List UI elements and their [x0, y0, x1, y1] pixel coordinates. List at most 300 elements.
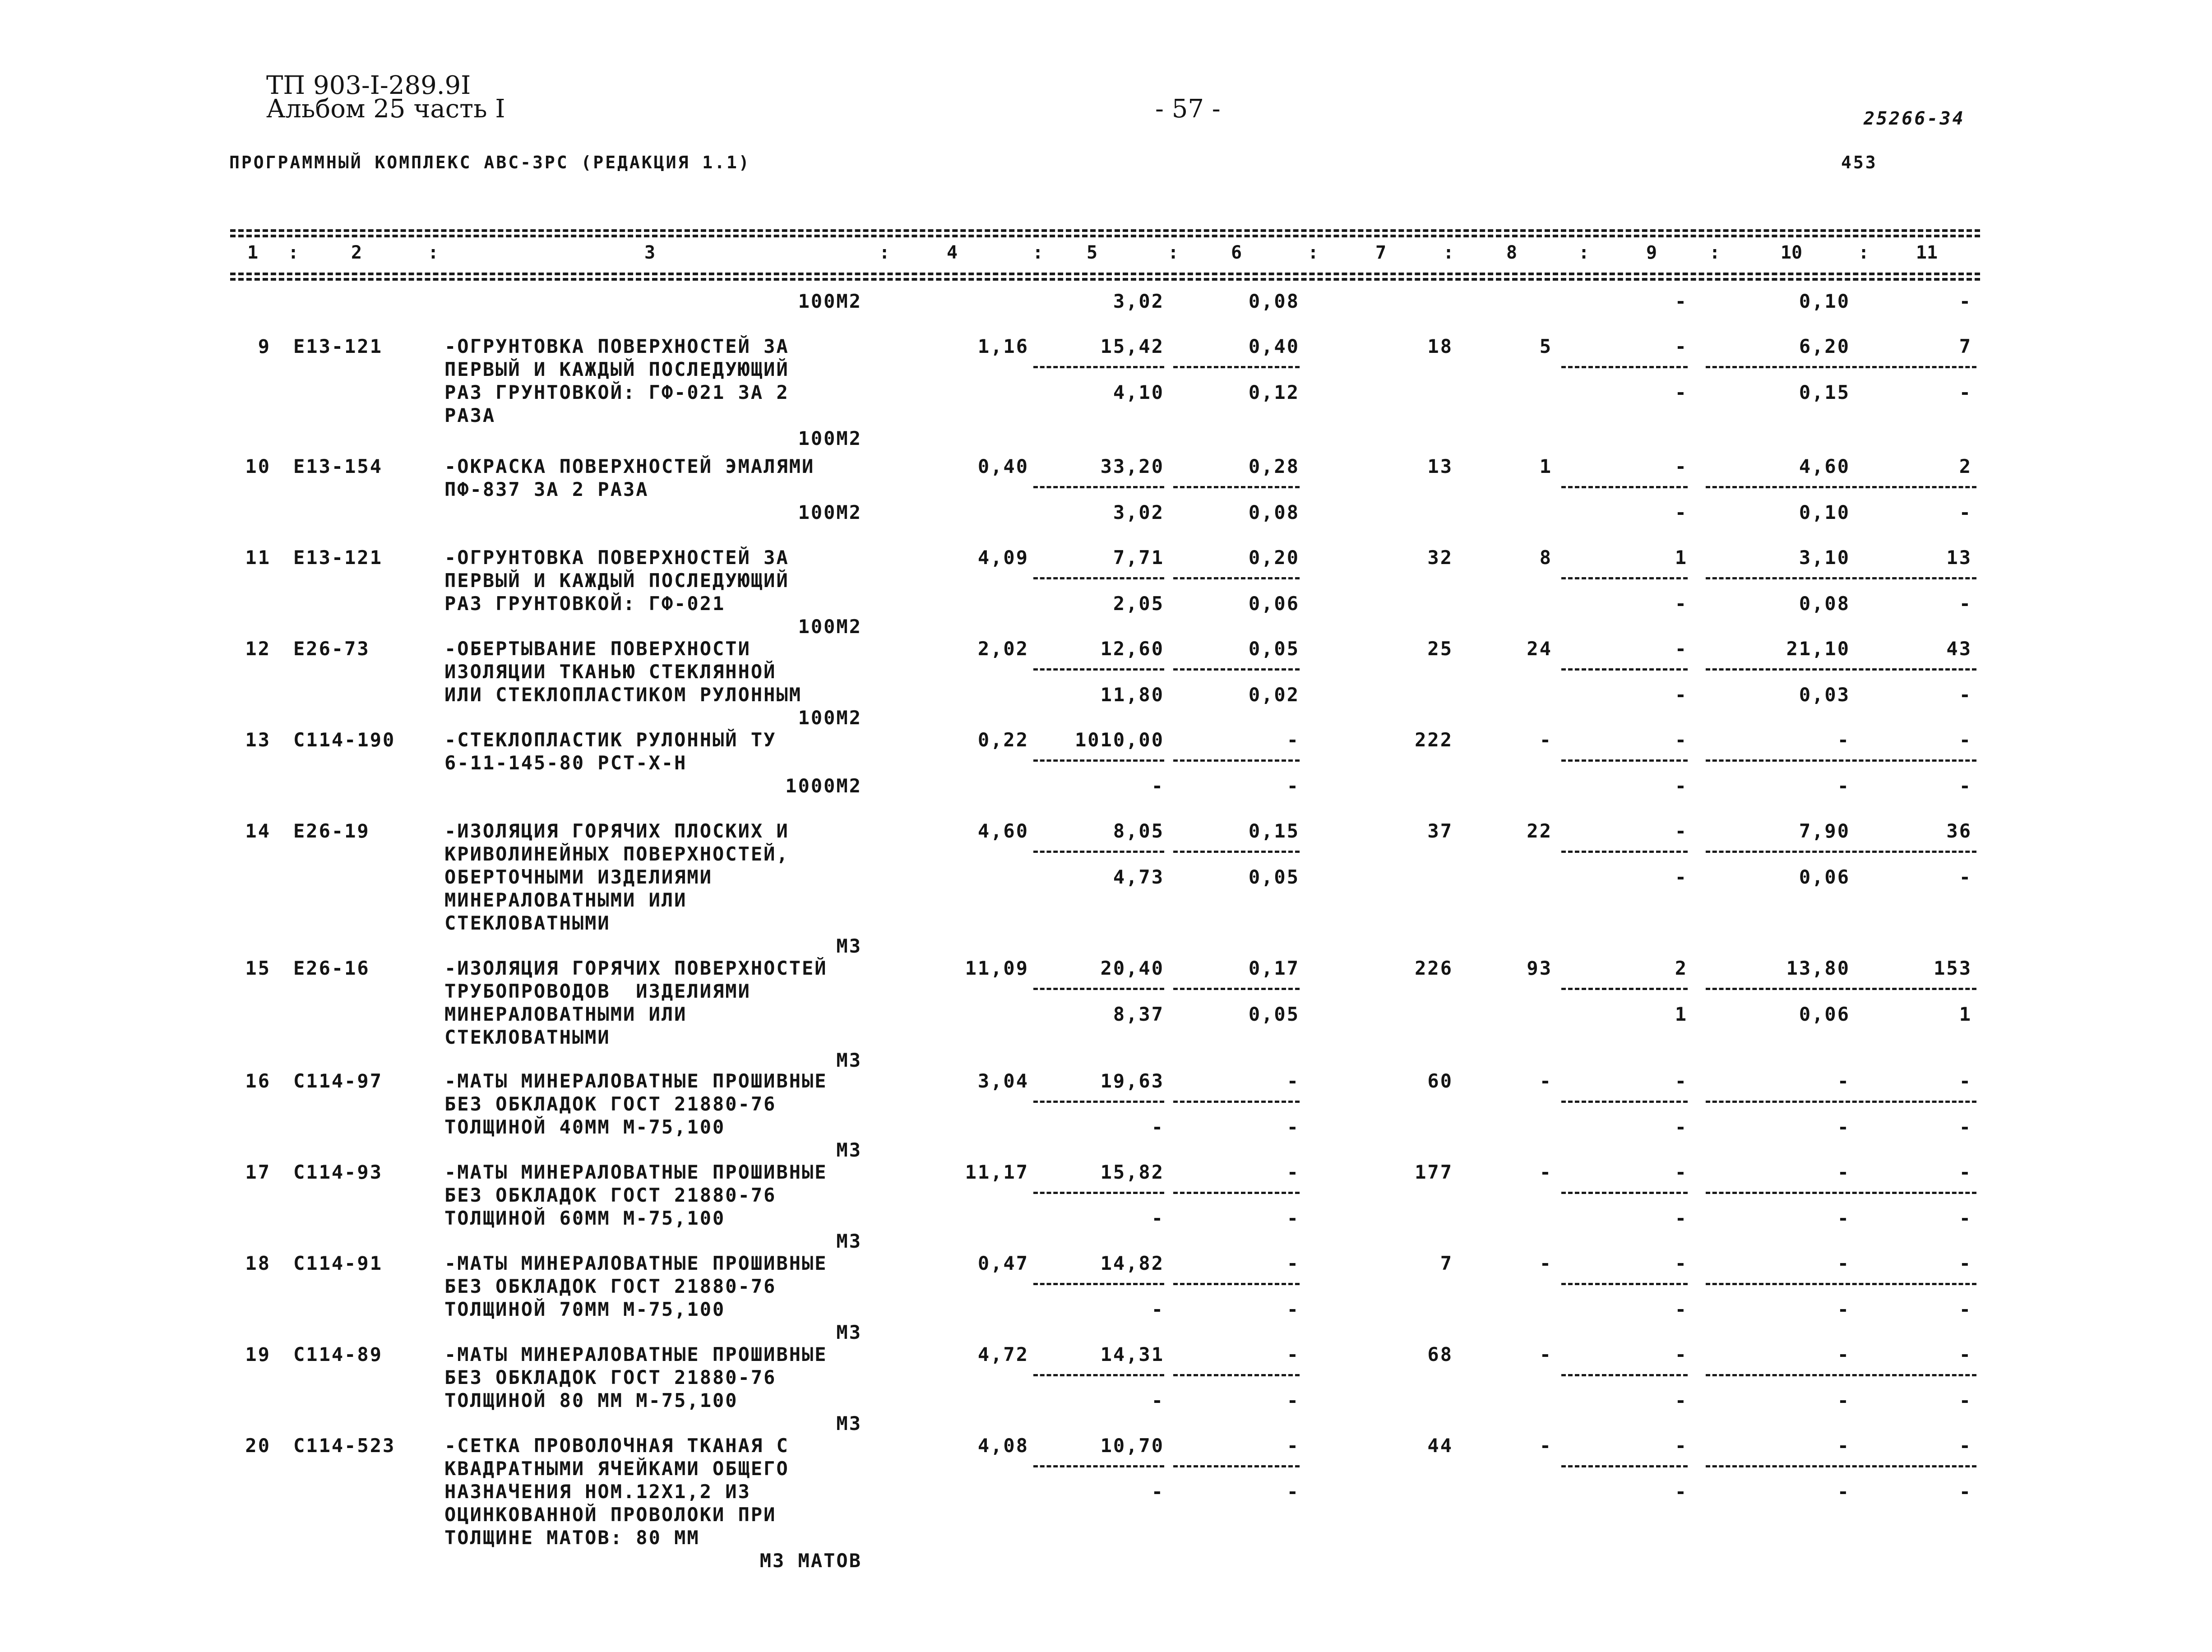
cell-col10-bottom: -	[1837, 1116, 1850, 1138]
value-separator	[1561, 759, 1688, 762]
cell-col10: 4,60	[1799, 455, 1850, 477]
value-separator	[1846, 988, 1976, 990]
cell-col7: 44	[1427, 1435, 1453, 1457]
rate-code: С114-97	[293, 1070, 383, 1092]
value-separator	[1706, 1374, 1850, 1376]
col-header-1: 1	[247, 242, 259, 263]
cell-col9-bottom: -	[1675, 1207, 1688, 1229]
cell-col5-bottom: 4,10	[1113, 381, 1164, 403]
cell-col4: 11,09	[965, 957, 1029, 979]
cell-col9: -	[1675, 1343, 1688, 1365]
value-separator	[1173, 1374, 1300, 1376]
cell-col8: 1	[1539, 455, 1552, 477]
cell-col6-bottom: 0,12	[1248, 381, 1300, 403]
cell-col6-bottom: -	[1286, 1298, 1300, 1320]
rate-code: Е26-19	[293, 820, 370, 842]
cell-col7: 222	[1415, 729, 1453, 751]
cell-col9-bottom: -	[1675, 866, 1688, 888]
value-separator	[1846, 577, 1976, 579]
description-line: СТЕКЛОВАТНЫМИ	[444, 912, 611, 934]
rate-code: Е13-121	[293, 335, 383, 357]
description-line: -ОГРУНТОВКА ПОВЕРХНОСТЕЙ ЗА	[444, 335, 789, 357]
value-separator	[1033, 1192, 1164, 1194]
value-separator	[1033, 1374, 1164, 1376]
cell-col4: 11,17	[965, 1161, 1029, 1183]
row-number: 13	[245, 729, 271, 751]
description-line: КРИВОЛИНЕЙНЫХ ПОВЕРХНОСТЕЙ,	[444, 843, 789, 865]
unit-label: М3	[836, 1412, 862, 1435]
description-line: БЕЗ ОБКЛАДОК ГОСТ 21880-76	[444, 1093, 777, 1115]
cell-col11: 36	[1946, 820, 1972, 842]
col-sep: :	[879, 242, 890, 263]
cell-col5-bottom: 3,02	[1113, 290, 1164, 312]
description-line: -СТЕКЛОПЛАСТИК РУЛОННЫЙ ТУ	[444, 729, 777, 751]
col-header-7: 7	[1375, 242, 1387, 263]
cell-col9-bottom: -	[1675, 1116, 1688, 1138]
description-line: -МАТЫ МИНЕРАЛОВАТНЫЕ ПРОШИВНЫЕ	[444, 1343, 828, 1365]
value-separator	[1173, 366, 1300, 368]
cell-col10-bottom: 0,03	[1799, 684, 1850, 706]
cell-col10-bottom: 0,10	[1799, 501, 1850, 523]
cell-col6-bottom: 0,05	[1248, 866, 1300, 888]
cell-col11-bottom: -	[1959, 1389, 1972, 1411]
cell-col6: 0,40	[1248, 335, 1300, 357]
value-separator	[1561, 1101, 1688, 1103]
description-line: ПЕРВЫЙ И КАЖДЫЙ ПОСЛЕДУЮЩИЙ	[444, 569, 789, 592]
cell-col8: 5	[1539, 335, 1552, 357]
cell-col4: 2,02	[977, 638, 1029, 660]
rate-code: Е13-154	[293, 455, 383, 477]
cell-col7: 177	[1415, 1161, 1453, 1183]
col-header-10: 10	[1780, 242, 1803, 263]
rate-code: С114-190	[293, 729, 396, 751]
cell-col5: 20,40	[1100, 957, 1164, 979]
description-line: -ОБЕРТЫВАНИЕ ПОВЕРХНОСТИ	[444, 638, 751, 660]
cell-col5-bottom: -	[1151, 1116, 1164, 1138]
description-line: НАЗНАЧЕНИЯ НОМ.12Х1,2 ИЗ	[444, 1481, 751, 1503]
cell-col5: 14,31	[1100, 1343, 1164, 1365]
cell-col9: -	[1675, 335, 1688, 357]
cell-col7: 68	[1427, 1343, 1453, 1365]
description-line: ТОЛЩИНОЙ 70ММ М-75,100	[444, 1298, 726, 1320]
value-separator	[1561, 1465, 1688, 1467]
description-line: 6-11-145-80 РСТ-Х-Н	[444, 752, 687, 774]
value-separator	[1173, 1101, 1300, 1103]
value-separator	[1846, 1192, 1976, 1194]
cell-col9: -	[1675, 1435, 1688, 1457]
cell-col5-bottom: 11,80	[1100, 684, 1164, 706]
value-separator	[1561, 1283, 1688, 1285]
description-line: МИНЕРАЛОВАТНЫМИ ИЛИ	[444, 889, 687, 911]
cell-col10: -	[1837, 1161, 1850, 1183]
cell-col9: -	[1675, 455, 1688, 477]
description-line: -ОКРАСКА ПОВЕРХНОСТЕЙ ЭМАЛЯМИ	[444, 455, 815, 477]
unit-label: М3	[836, 1321, 862, 1343]
col-header-5: 5	[1086, 242, 1098, 263]
cell-col7: 226	[1415, 957, 1453, 979]
sheet-number: 453	[1841, 153, 1878, 172]
value-separator	[1706, 759, 1850, 762]
cell-col9: -	[1675, 1252, 1688, 1274]
value-separator	[1706, 988, 1850, 990]
cell-col7: 60	[1427, 1070, 1453, 1092]
rate-code: Е13-121	[293, 546, 383, 569]
value-separator	[1706, 486, 1850, 488]
cell-col11: 13	[1946, 546, 1972, 569]
cell-col9: -	[1675, 638, 1688, 660]
cell-col9-bottom: -	[1675, 381, 1688, 403]
cell-col8: 8	[1539, 546, 1552, 569]
cell-col9-bottom: -	[1675, 1298, 1688, 1320]
cell-col10: 6,20	[1799, 335, 1850, 357]
cell-col11-bottom: -	[1959, 290, 1972, 312]
cell-col5: 14,82	[1100, 1252, 1164, 1274]
value-separator	[1173, 577, 1300, 579]
description-line: -МАТЫ МИНЕРАЛОВАТНЫЕ ПРОШИВНЫЕ	[444, 1161, 828, 1183]
cell-col5-bottom: -	[1151, 1481, 1164, 1503]
cell-col11-bottom: -	[1959, 775, 1972, 797]
description-line: ИЛИ СТЕКЛОПЛАСТИКОМ РУЛОННЫМ	[444, 684, 802, 706]
cell-col8: -	[1539, 729, 1552, 751]
cell-col8: -	[1539, 1070, 1552, 1092]
cell-col9-bottom: -	[1675, 501, 1688, 523]
row-number: 10	[245, 455, 271, 477]
description-line: ТОЛЩИНОЙ 80 ММ М-75,100	[444, 1389, 738, 1411]
cell-col10: -	[1837, 729, 1850, 751]
cell-col11-bottom: -	[1959, 1481, 1972, 1503]
cell-col7: 18	[1427, 335, 1453, 357]
cell-col11-bottom: -	[1959, 592, 1972, 615]
cell-col10: -	[1837, 1435, 1850, 1457]
album-label: Альбом 25 часть I	[266, 94, 505, 124]
cell-col6: -	[1286, 1070, 1300, 1092]
cell-col10-bottom: -	[1837, 1481, 1850, 1503]
cell-col10-bottom: 0,06	[1799, 1003, 1850, 1025]
value-separator	[1846, 486, 1976, 488]
cell-col6: -	[1286, 1343, 1300, 1365]
row-number: 16	[245, 1070, 271, 1092]
col-header-9: 9	[1646, 242, 1657, 263]
cell-col9: -	[1675, 1161, 1688, 1183]
cell-col5-bottom: 4,73	[1113, 866, 1164, 888]
col-sep: :	[1167, 242, 1179, 263]
value-separator	[1846, 366, 1976, 368]
value-separator	[1033, 1101, 1164, 1103]
value-separator	[1033, 366, 1164, 368]
cell-col5: 33,20	[1100, 455, 1164, 477]
cell-col11: -	[1959, 1435, 1972, 1457]
description-line: РАЗ ГРУНТОВКОЙ: ГФ-021 ЗА 2	[444, 381, 789, 403]
description-line: БЕЗ ОБКЛАДОК ГОСТ 21880-76	[444, 1184, 777, 1206]
value-separator	[1561, 577, 1688, 579]
cell-col6: 0,05	[1248, 638, 1300, 660]
description-line: ТРУБОПРОВОДОВ ИЗДЕЛИЯМИ	[444, 980, 751, 1002]
cell-col9: -	[1675, 820, 1688, 842]
cell-col11: 2	[1959, 455, 1972, 477]
value-separator	[1561, 1192, 1688, 1194]
value-separator	[1846, 1465, 1976, 1467]
unit-label: 1000М2	[785, 775, 862, 797]
value-separator	[1033, 1465, 1164, 1467]
cell-col4: 0,22	[977, 729, 1029, 751]
cell-col7: 7	[1440, 1252, 1453, 1274]
cell-col6-bottom: 0,08	[1248, 501, 1300, 523]
value-separator	[1033, 486, 1164, 488]
description-line: ОБЕРТОЧНЫМИ ИЗДЕЛИЯМИ	[444, 866, 713, 888]
description-line: РАЗ ГРУНТОВКОЙ: ГФ-021	[444, 592, 726, 615]
description-line: ТОЛЩИНЕ МАТОВ: 80 ММ	[444, 1527, 700, 1549]
cell-col9-bottom: -	[1675, 592, 1688, 615]
col-sep: :	[287, 242, 299, 263]
value-separator	[1561, 668, 1688, 671]
cell-col6-bottom: 0,05	[1248, 1003, 1300, 1025]
col-sep: :	[1858, 242, 1870, 263]
cell-col5-bottom: 2,05	[1113, 592, 1164, 615]
unit-label: М3	[836, 1049, 862, 1071]
cell-col6-bottom: -	[1286, 775, 1300, 797]
value-separator	[1173, 668, 1300, 671]
unit-label: 100М2	[798, 615, 862, 638]
cell-col5: 1010,00	[1074, 729, 1164, 751]
cell-col9-bottom: -	[1675, 1481, 1688, 1503]
value-separator	[1033, 851, 1164, 853]
cell-col6-bottom: 0,06	[1248, 592, 1300, 615]
col-sep: :	[1709, 242, 1721, 263]
cell-col5: 10,70	[1100, 1435, 1164, 1457]
cell-col10: 13,80	[1786, 957, 1850, 979]
value-separator	[1706, 668, 1850, 671]
rate-code: С114-93	[293, 1161, 383, 1183]
value-separator	[1846, 1283, 1976, 1285]
col-header-8: 8	[1506, 242, 1518, 263]
cell-col6: 0,17	[1248, 957, 1300, 979]
description-line: -ОГРУНТОВКА ПОВЕРХНОСТЕЙ ЗА	[444, 546, 789, 569]
cell-col10-bottom: 0,15	[1799, 381, 1850, 403]
col-sep: :	[1578, 242, 1590, 263]
document-code: ТП 903-I-289.9I	[266, 71, 471, 100]
cell-col10-bottom: 0,10	[1799, 290, 1850, 312]
cell-col11-bottom: -	[1959, 866, 1972, 888]
cell-col6-bottom: 0,02	[1248, 684, 1300, 706]
cell-col4: 1,16	[977, 335, 1029, 357]
cell-col5: 7,71	[1113, 546, 1164, 569]
value-separator	[1706, 851, 1850, 853]
description-line: БЕЗ ОБКЛАДОК ГОСТ 21880-76	[444, 1275, 777, 1297]
cell-col6: 0,28	[1248, 455, 1300, 477]
value-separator	[1033, 1283, 1164, 1285]
value-separator	[1561, 366, 1688, 368]
cell-col9-bottom: -	[1675, 290, 1688, 312]
unit-label: 100М2	[798, 427, 862, 449]
cell-col4: 4,60	[977, 820, 1029, 842]
description-line: -МАТЫ МИНЕРАЛОВАТНЫЕ ПРОШИВНЫЕ	[444, 1070, 828, 1092]
value-separator	[1173, 988, 1300, 990]
cell-col6-bottom: 0,08	[1248, 290, 1300, 312]
cell-col6: 0,15	[1248, 820, 1300, 842]
cell-col6-bottom: -	[1286, 1389, 1300, 1411]
cell-col5: 8,05	[1113, 820, 1164, 842]
value-separator	[1173, 486, 1300, 488]
cell-col4: 3,04	[977, 1070, 1029, 1092]
cell-col9-bottom: -	[1675, 775, 1688, 797]
cell-col11-bottom: -	[1959, 1116, 1972, 1138]
cell-col5: 12,60	[1100, 638, 1164, 660]
cell-col4: 0,47	[977, 1252, 1029, 1274]
cell-col11: 153	[1934, 957, 1972, 979]
cell-col9-bottom: -	[1675, 684, 1688, 706]
cell-col10: 3,10	[1799, 546, 1850, 569]
col-header-3: 3	[644, 242, 656, 263]
cell-col5-bottom: 8,37	[1113, 1003, 1164, 1025]
cell-col10: -	[1837, 1252, 1850, 1274]
cell-col5: 15,82	[1100, 1161, 1164, 1183]
col-header-2: 2	[351, 242, 362, 263]
cell-col5-bottom: -	[1151, 1298, 1164, 1320]
program-title: ПРОГРАММНЫЙ КОМПЛЕКС АВС-ЗРС (РЕДАКЦИЯ 1.1)	[229, 153, 751, 172]
cell-col11-bottom: 1	[1959, 1003, 1972, 1025]
cell-col7: 25	[1427, 638, 1453, 660]
cell-col6: -	[1286, 729, 1300, 751]
value-separator	[1173, 759, 1300, 762]
cell-col10-bottom: -	[1837, 1389, 1850, 1411]
description-line: -ИЗОЛЯЦИЯ ГОРЯЧИХ ПЛОСКИХ И	[444, 820, 789, 842]
description-line: СТЕКЛОВАТНЫМИ	[444, 1026, 611, 1048]
col-sep: :	[1032, 242, 1044, 263]
description-line: -ИЗОЛЯЦИЯ ГОРЯЧИХ ПОВЕРХНОСТЕЙ	[444, 957, 828, 979]
description-line: ОЦИНКОВАННОЙ ПРОВОЛОКИ ПРИ	[444, 1504, 777, 1526]
value-separator	[1706, 1101, 1850, 1103]
cell-col11-bottom: -	[1959, 1298, 1972, 1320]
value-separator	[1561, 988, 1688, 990]
cell-col10-bottom: 0,08	[1799, 592, 1850, 615]
unit-label: М3	[836, 935, 862, 957]
col-header-11: 11	[1916, 242, 1938, 263]
cell-col9: 1	[1675, 546, 1688, 569]
cell-col10: 21,10	[1786, 638, 1850, 660]
value-separator	[1033, 577, 1164, 579]
cell-col4: 4,09	[977, 546, 1029, 569]
cell-col5-bottom: 3,02	[1113, 501, 1164, 523]
cell-col8: 93	[1527, 957, 1552, 979]
rate-code: С114-89	[293, 1343, 383, 1365]
rate-code: С114-91	[293, 1252, 383, 1274]
cell-col7: 13	[1427, 455, 1453, 477]
cell-col11-bottom: -	[1959, 381, 1972, 403]
cell-col11: -	[1959, 729, 1972, 751]
cell-col6: -	[1286, 1161, 1300, 1183]
rate-code: Е26-16	[293, 957, 370, 979]
value-separator	[1173, 851, 1300, 853]
col-sep: :	[427, 242, 439, 263]
cell-col11: -	[1959, 1343, 1972, 1365]
row-number: 14	[245, 820, 271, 842]
cell-col11: -	[1959, 1161, 1972, 1183]
col-sep: :	[1307, 242, 1319, 263]
cell-col6-bottom: -	[1286, 1207, 1300, 1229]
cell-col9: 2	[1675, 957, 1688, 979]
col-header-4: 4	[946, 242, 958, 263]
cell-col6-bottom: -	[1286, 1481, 1300, 1503]
cell-col4: 0,40	[977, 455, 1029, 477]
description-line: КВАДРАТНЫМИ ЯЧЕЙКАМИ ОБЩЕГО	[444, 1458, 789, 1480]
value-separator	[1033, 988, 1164, 990]
value-separator	[1173, 1283, 1300, 1285]
unit-label: 100М2	[798, 290, 862, 312]
description-line: БЕЗ ОБКЛАДОК ГОСТ 21880-76	[444, 1366, 777, 1388]
rate-code: С114-523	[293, 1435, 396, 1457]
description-line: ТОЛЩИНОЙ 60ММ М-75,100	[444, 1207, 726, 1229]
cell-col8: -	[1539, 1435, 1552, 1457]
value-separator	[1561, 851, 1688, 853]
value-separator	[1846, 851, 1976, 853]
unit-label: М3 МАТОВ	[759, 1550, 862, 1572]
cell-col8: -	[1539, 1252, 1552, 1274]
cell-col10-bottom: -	[1837, 1207, 1850, 1229]
cell-col6: -	[1286, 1252, 1300, 1274]
value-separator	[1846, 1101, 1976, 1103]
row-number: 18	[245, 1252, 271, 1274]
row-number: 17	[245, 1161, 271, 1183]
inventory-number: 25266-34	[1864, 108, 1965, 129]
cell-col11-bottom: -	[1959, 684, 1972, 706]
col-sep: :	[1443, 242, 1454, 263]
row-number: 15	[245, 957, 271, 979]
cell-col8: -	[1539, 1343, 1552, 1365]
cell-col8: -	[1539, 1161, 1552, 1183]
cell-col11-bottom: -	[1959, 1207, 1972, 1229]
value-separator	[1561, 1374, 1688, 1376]
row-number: 19	[245, 1343, 271, 1365]
cell-col5: 15,42	[1100, 335, 1164, 357]
row-number: 11	[245, 546, 271, 569]
value-separator	[1033, 668, 1164, 671]
description-line: ПЕРВЫЙ И КАЖДЫЙ ПОСЛЕДУЮЩИЙ	[444, 358, 789, 380]
cell-col6: 0,20	[1248, 546, 1300, 569]
col-header-6: 6	[1231, 242, 1242, 263]
cell-col11: -	[1959, 1252, 1972, 1274]
cell-col11: 43	[1946, 638, 1972, 660]
description-line: МИНЕРАЛОВАТНЫМИ ИЛИ	[444, 1003, 687, 1025]
unit-label: М3	[836, 1139, 862, 1161]
cell-col9-bottom: -	[1675, 1389, 1688, 1411]
cell-col10: -	[1837, 1343, 1850, 1365]
value-separator	[1173, 1465, 1300, 1467]
value-separator	[1561, 486, 1688, 488]
row-number: 20	[245, 1435, 271, 1457]
unit-label: 100М2	[798, 501, 862, 523]
cell-col8: 22	[1527, 820, 1552, 842]
cell-col7: 32	[1427, 546, 1453, 569]
cell-col4: 4,72	[977, 1343, 1029, 1365]
cell-col7: 37	[1427, 820, 1453, 842]
description-line: ИЗОЛЯЦИИ ТКАНЬЮ СТЕКЛЯННОЙ	[444, 661, 777, 683]
cell-col5: 19,63	[1100, 1070, 1164, 1092]
value-separator	[1706, 1465, 1850, 1467]
cell-col11: 7	[1959, 335, 1972, 357]
cell-col8: 24	[1527, 638, 1552, 660]
cell-col5-bottom: -	[1151, 775, 1164, 797]
value-separator	[1846, 1374, 1976, 1376]
cell-col9: -	[1675, 729, 1688, 751]
cell-col6: -	[1286, 1435, 1300, 1457]
cell-col5-bottom: -	[1151, 1207, 1164, 1229]
unit-label: 100М2	[798, 707, 862, 729]
cell-col10-bottom: -	[1837, 775, 1850, 797]
unit-label: М3	[836, 1230, 862, 1252]
value-separator	[1846, 668, 1976, 671]
cell-col10: 7,90	[1799, 820, 1850, 842]
description-line: -СЕТКА ПРОВОЛОЧНАЯ ТКАНАЯ С	[444, 1435, 789, 1457]
